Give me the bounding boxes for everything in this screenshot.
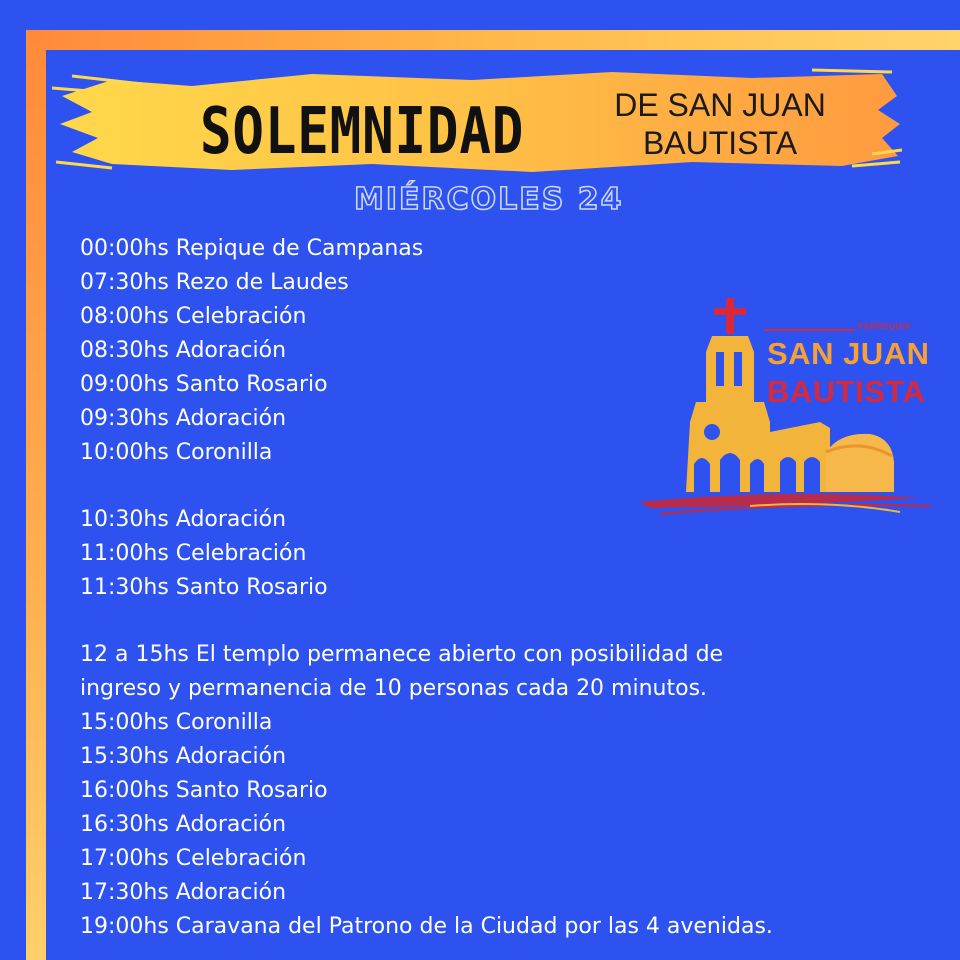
cross-icon: [714, 298, 746, 334]
subtitle-line-2: BAUTISTA: [642, 125, 798, 161]
logo-name-line-2: BAUTISTA: [767, 374, 926, 409]
schedule-item: 09:00hs Santo Rosario: [80, 372, 328, 397]
schedule-item: 16:00hs Santo Rosario: [80, 778, 328, 803]
schedule-item: 15:00hs Coronilla: [80, 710, 273, 735]
schedule-item: 10:00hs Coronilla: [80, 440, 273, 465]
schedule-spacer: [80, 605, 920, 638]
schedule-item: ingreso y permanencia de 10 personas cada 20 minutos.: [80, 676, 708, 701]
schedule-item: 12 a 15hs El templo permanece abierto con posibilidad de: [80, 642, 724, 667]
schedule-item: 08:30hs Adoración: [80, 338, 287, 363]
schedule-block-3: [80, 638, 920, 944]
page-subtitle: [610, 86, 830, 162]
frame-left-border: [26, 30, 46, 960]
schedule-item: 16:30hs Adoración: [80, 812, 287, 837]
subtitle-line-1: DE SAN JUAN: [614, 87, 826, 123]
schedule-item: 17:30hs Adoración: [80, 880, 287, 905]
date-heading: MIÉRCOLES 24: [354, 182, 624, 217]
schedule-item: 11:30hs Santo Rosario: [80, 575, 328, 600]
schedule-item: 09:30hs Adoración: [80, 406, 287, 431]
frame-top-border: [26, 30, 960, 50]
logo-small-text: PARROQUIA: [858, 322, 911, 331]
schedule-item: 08:00hs Celebración: [80, 304, 307, 329]
schedule-item: 19:00hs Caravana del Patrono de la Ciudad por las 4 avenidas.: [80, 914, 773, 939]
schedule-item: 07:30hs Rezo de Laudes: [80, 270, 349, 295]
schedule-item: 00:00hs Repique de Campanas: [80, 236, 424, 261]
schedule-item: 11:00hs Celebración: [80, 541, 307, 566]
schedule-item: 15:30hs Adoración: [80, 744, 287, 769]
logo-name-line-1: SAN JUAN: [767, 336, 930, 371]
schedule-item: 10:30hs Adoración: [80, 507, 287, 532]
schedule-item: 17:00hs Celebración: [80, 846, 307, 871]
page-title: SOLEMNIDAD: [200, 95, 525, 169]
